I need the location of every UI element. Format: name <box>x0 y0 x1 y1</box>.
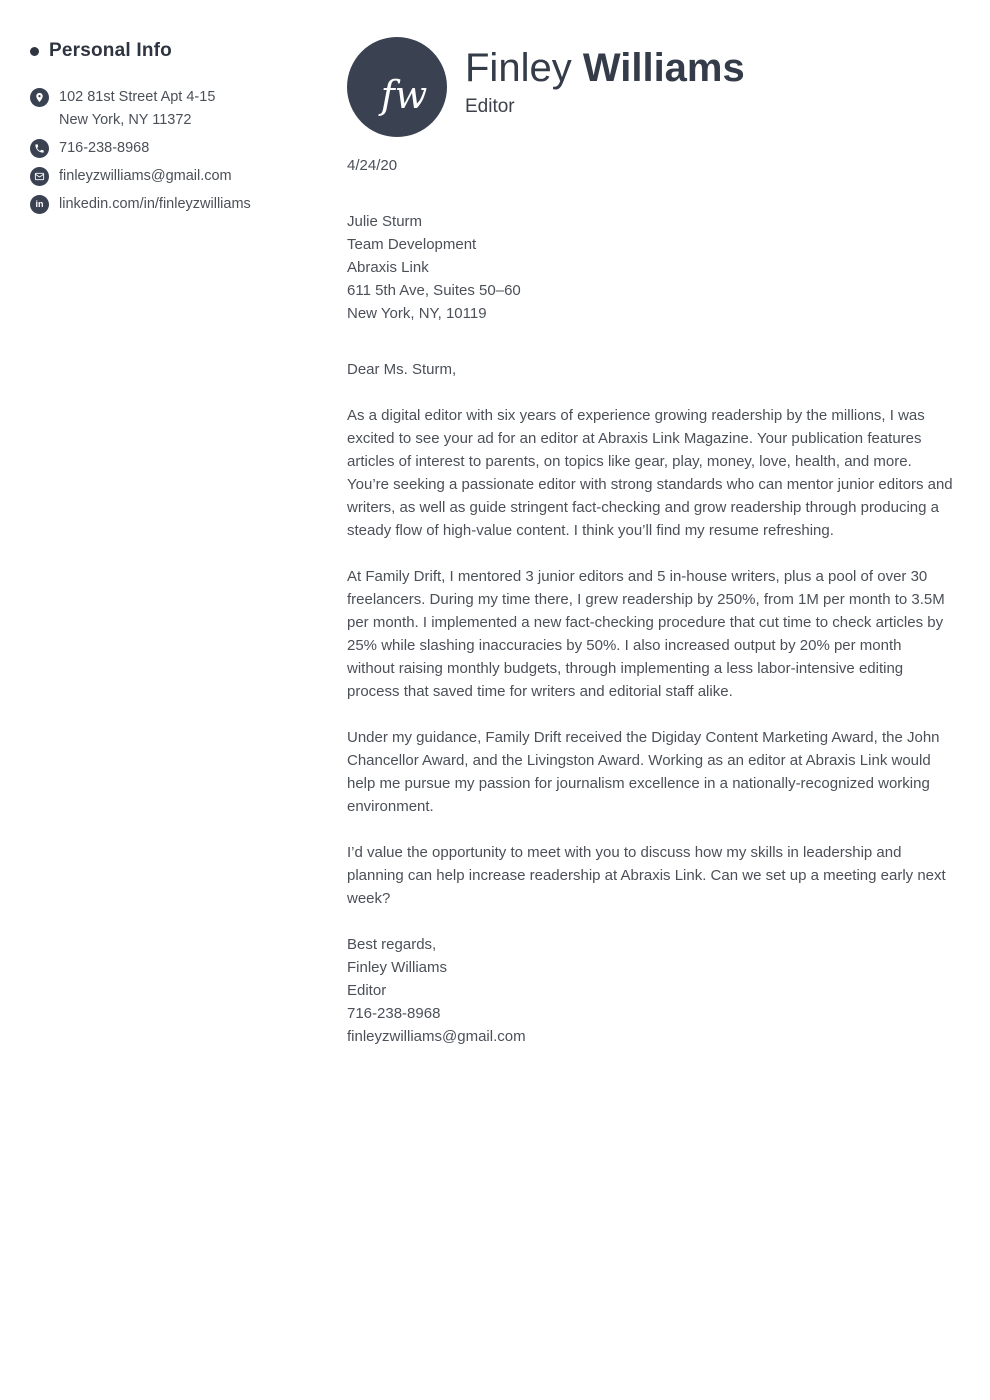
address-line-1: 102 81st Street Apt 4-15 <box>59 89 216 105</box>
location-icon <box>30 88 49 107</box>
phone-text: 716-238-8968 <box>59 140 150 156</box>
contact-item-phone <box>30 137 325 160</box>
closing-block <box>347 933 953 1048</box>
closing-name: Finley Williams <box>347 959 448 976</box>
letter-header <box>347 37 953 137</box>
personal-info-heading-label: Personal Info <box>49 40 172 61</box>
contact-item-email <box>30 165 325 188</box>
first-name: Finley <box>465 46 572 90</box>
avatar-initials: fw <box>380 73 428 117</box>
personal-info-sidebar <box>30 40 325 221</box>
closing-email: finleyzwilliams@gmail.com <box>347 1028 526 1045</box>
letter-main <box>347 37 953 1048</box>
personal-info-heading <box>30 40 325 62</box>
linkedin-text: linkedin.com/in/finleyzwilliams <box>59 196 251 212</box>
linkedin-icon <box>30 195 49 214</box>
contact-item-linkedin <box>30 193 325 216</box>
closing-phone: 716-238-8968 <box>347 1005 441 1022</box>
salutation: Dear Ms. Sturm, <box>347 361 457 378</box>
letter-paragraph-3: Under my guidance, Family Drift received the Digiday Content Marketing Award, the John Chancellor Award, and the Livingston Award. Working as an editor at Abraxis Link would help me pursue my passion for journalism excellence in a nationally-recognized working environment. <box>347 729 940 815</box>
recipient-street: 611 5th Ave, Suites 50–60 <box>347 282 521 299</box>
email-text: finleyzwilliams@gmail.com <box>59 168 232 184</box>
letter-paragraph-1: As a digital editor with six years of experience growing readership by the millions, I was excited to see your ad for an editor at Abraxis Link Magazine. Your publication features articles of interest to parents, on topics like gear, play, money, love, health, and more. You’re seeking a passionate editor with strong standards who can mentor junior editors and writers, as well as guide stringent fact-checking and grow readership through producing a steady flow of high-value content. I think you’ll find my resume refreshing. <box>347 407 953 539</box>
closing-title: Editor <box>347 982 387 999</box>
recipient-company: Abraxis Link <box>347 259 429 276</box>
last-name: Williams <box>582 46 745 90</box>
page-title <box>465 45 745 91</box>
linkedin-icon-glyph: in <box>35 199 44 209</box>
name-block <box>465 37 745 137</box>
phone-icon <box>30 139 49 158</box>
contact-item-address <box>30 86 325 132</box>
closing-valediction: Best regards, <box>347 936 437 953</box>
letter-paragraph-2: At Family Drift, I mentored 3 junior editors and 5 in-house writers, plus a pool of over 30 freelancers. During my time there, I grew readership by 250%, from 1M per month to 3.5M per month. I implemented a new fact-checking procedure that cut time to check articles by 25% while slashing inaccuracies by 50%. I also increased output by 20% per month without raising monthly budgets, through implementing a less labor-intensive editing process that saved time for writers and editorial staff alike. <box>347 568 945 700</box>
address-line-2: New York, NY 11372 <box>59 112 192 128</box>
recipient-department: Team Development <box>347 236 477 253</box>
address-text <box>59 86 215 132</box>
job-title: Editor <box>465 96 515 117</box>
avatar <box>347 37 447 137</box>
letter-date: 4/24/20 <box>347 157 398 174</box>
bullet-icon <box>30 47 39 56</box>
email-icon <box>30 167 49 186</box>
recipient-name: Julie Sturm <box>347 213 423 230</box>
letter-paragraph-4: I’d value the opportunity to meet with you to discuss how my skills in leadership and planning can help increase readership at Abraxis Link. Can we set up a meeting early next week? <box>347 844 946 907</box>
recipient-city: New York, NY, 10119 <box>347 305 487 322</box>
recipient-block <box>347 210 953 325</box>
